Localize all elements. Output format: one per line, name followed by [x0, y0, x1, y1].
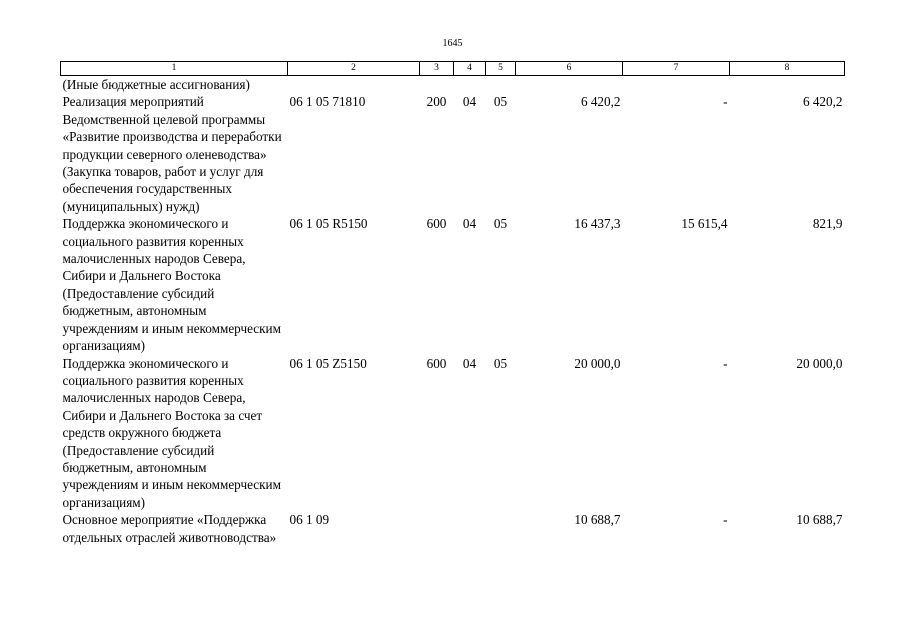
row-col7: [623, 76, 730, 94]
header-cell: 8: [730, 62, 845, 76]
row-col4: [454, 76, 486, 94]
table-row: [61, 215, 845, 354]
row-name: Поддержка экономического и социального развития коренных малочисленных народов Севера, Сибири и Дальнего Востока за счет средств окружного бюджета (Предоставление субсидий бюджетным, автономным учреждениям и иным некоммерческим организациям): [62, 355, 281, 510]
row-col7: -: [723, 355, 728, 371]
row-col5: 05: [493, 216, 508, 232]
header-cell: 6: [516, 62, 623, 76]
row-code: 06 1 05 Z5150: [289, 355, 367, 371]
row-col5: [486, 511, 516, 546]
row-col6: 6 420,2: [580, 94, 621, 110]
row-col3: 600: [426, 355, 447, 371]
row-col4: [454, 511, 486, 546]
row-col4: 04: [462, 355, 477, 371]
table-row: [61, 76, 845, 94]
table-header-row: [61, 62, 845, 76]
table-row: [61, 93, 845, 215]
row-name: Основное мероприятие «Поддержка отдельных отраслей животноводства»: [62, 512, 277, 545]
row-col5: 05: [493, 94, 508, 110]
row-col8: [730, 76, 845, 94]
row-col8: 10 688,7: [796, 512, 843, 528]
row-col5: 05: [493, 355, 508, 371]
row-col7: -: [723, 512, 728, 528]
row-name: (Иные бюджетные ассигнования): [62, 77, 250, 92]
row-code: 06 1 05 R5150: [289, 216, 368, 232]
budget-table: [60, 61, 845, 546]
row-name: Реализация мероприятий Ведомственной целевой программы «Развитие производства и переработки продукции северного оленеводства» (Закупка товаров, работ и услуг для обеспечения государственных (муниципальных) нужд): [62, 94, 282, 214]
row-col7: -: [723, 94, 728, 110]
row-col7: 15 615,4: [681, 216, 728, 232]
row-col6: [516, 76, 623, 94]
table-row: [61, 511, 845, 546]
table-row: [61, 355, 845, 512]
row-col5: [486, 76, 516, 94]
row-col3: [420, 511, 454, 546]
row-col3: [420, 76, 454, 94]
header-cell: 5: [486, 62, 516, 76]
row-col3: 600: [426, 216, 447, 232]
row-col4: 04: [462, 216, 477, 232]
row-code: 06 1 09: [289, 512, 330, 528]
header-cell: 4: [454, 62, 486, 76]
row-col3: 200: [426, 94, 447, 110]
row-col8: 6 420,2: [802, 94, 843, 110]
header-cell: 7: [623, 62, 730, 76]
row-col8: 20 000,0: [796, 355, 843, 371]
row-col6: 20 000,0: [574, 355, 621, 371]
header-cell: 3: [420, 62, 454, 76]
row-code: [288, 76, 420, 94]
page-number: 1645: [442, 38, 463, 49]
row-col6: 10 688,7: [574, 512, 621, 528]
row-col4: 04: [462, 94, 477, 110]
row-name: Поддержка экономического и социального развития коренных малочисленных народов Севера, Сибири и Дальнего Востока (Предоставление субсидий бюджетным, автономным учреждениям и иным некоммерческим организациям): [62, 216, 281, 354]
header-cell: 2: [288, 62, 420, 76]
header-cell: 1: [61, 62, 288, 76]
row-col6: 16 437,3: [574, 216, 621, 232]
row-code: 06 1 05 71810: [289, 94, 366, 110]
row-col8: 821,9: [812, 216, 843, 232]
